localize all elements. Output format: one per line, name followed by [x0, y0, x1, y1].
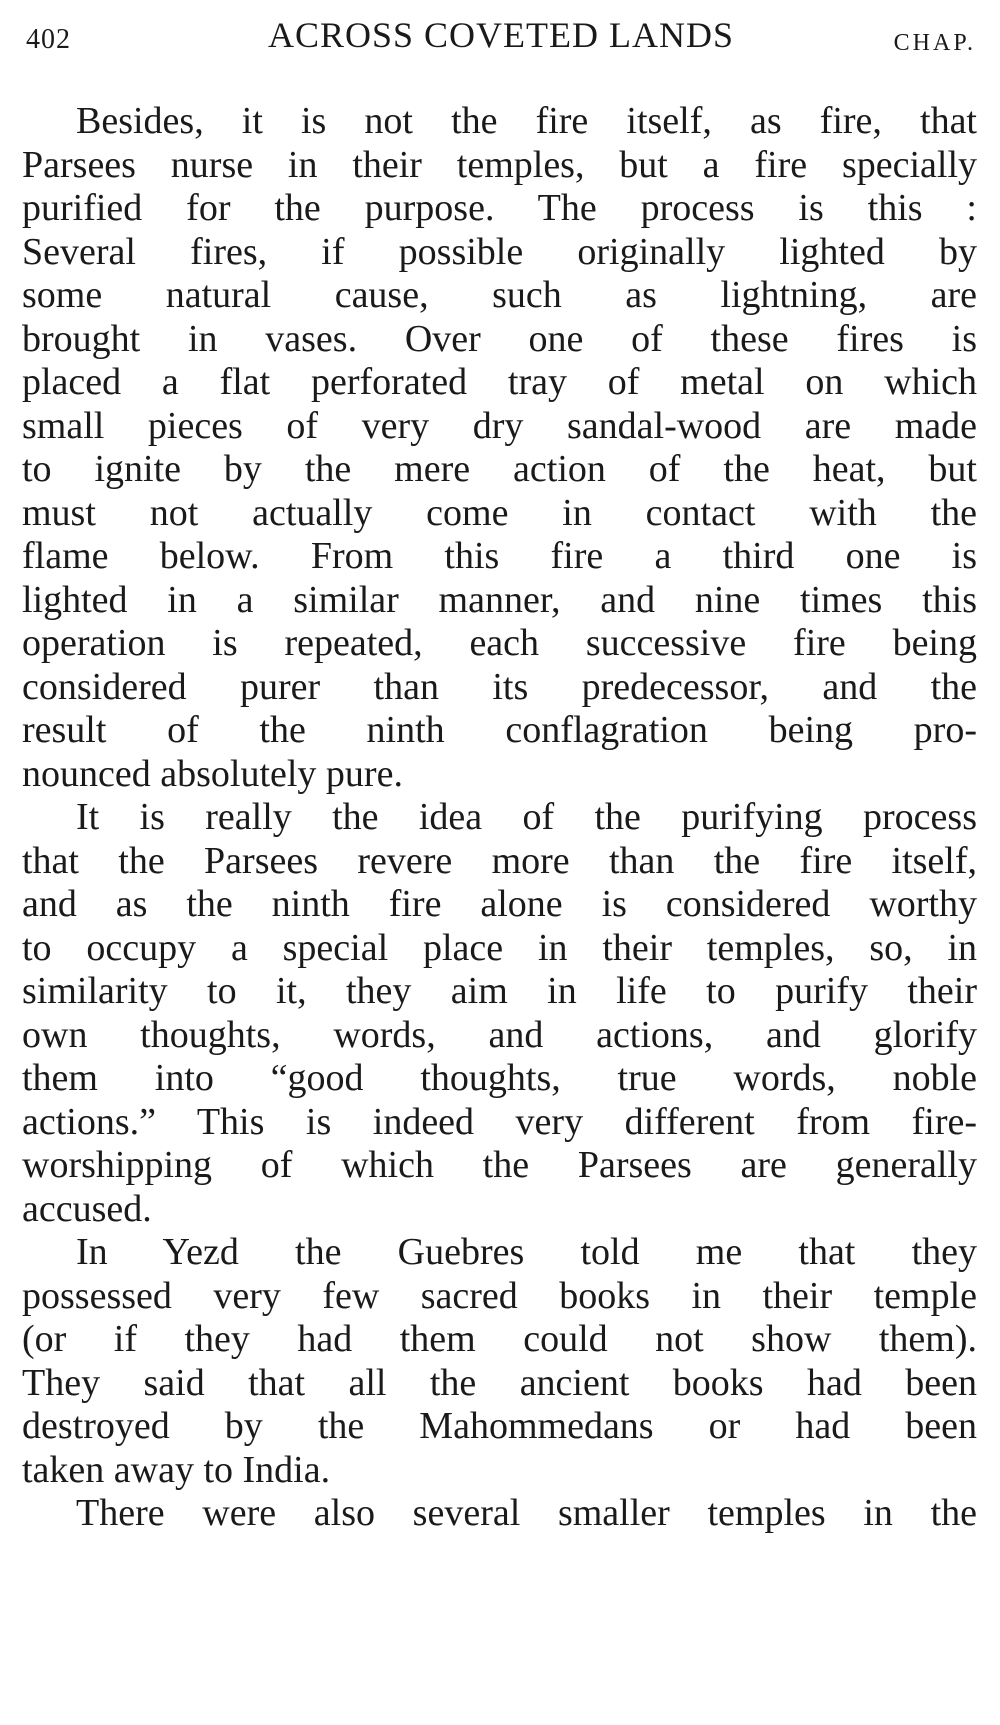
text-line: small pieces of very dry sandal-wood are made	[22, 404, 977, 447]
text-line: taken away to India.	[22, 1448, 331, 1491]
text-line: lighted in a similar manner, and nine times this	[22, 578, 977, 621]
text-line: They said that all the ancient books had been	[22, 1361, 977, 1404]
text-line: accused.	[22, 1187, 152, 1230]
text-line: some natural cause, such as lightning, are	[22, 274, 977, 316]
paragraph-sacred-books	[22, 1231, 977, 1492]
text-line: similarity to it, they aim in life to purify their	[22, 970, 977, 1012]
text-line: must not actually come in contact with the	[22, 491, 977, 534]
chapter-mark: CHAP.	[893, 30, 976, 56]
text-line: (or if they had them could not show them).	[22, 1318, 977, 1360]
text-line: that the Parsees revere more than the fire itself,	[22, 839, 977, 882]
text-line: In Yezd the Guebres told me that they	[76, 1231, 977, 1273]
text-line: own thoughts, words, and actions, and glorify	[22, 1013, 977, 1056]
paragraph-smaller-temples	[22, 1492, 977, 1536]
text-line: possessed very few sacred books in their temple	[22, 1274, 977, 1317]
paragraph-fire-purification	[22, 100, 977, 796]
text-line: purified for the purpose. The process is this :	[22, 187, 977, 229]
page-number: 402	[26, 24, 71, 55]
text-line: Parsees nurse in their temples, but a fire specially	[22, 143, 977, 186]
text-line: actions.” This is indeed very different from fire-	[22, 1100, 977, 1143]
text-line: worshipping of which the Parsees are generally	[22, 1144, 977, 1186]
running-head	[26, 14, 976, 60]
text-line: It is really the idea of the purifying process	[76, 796, 977, 838]
paragraph-purifying-idea	[22, 796, 977, 1231]
text-line: placed a flat perforated tray of metal on which	[22, 361, 977, 403]
text-line: to occupy a special place in their temples, so, in	[22, 926, 977, 969]
running-title: ACROSS COVETED LANDS	[267, 15, 735, 55]
text-line: brought in vases. Over one of these fires is	[22, 317, 977, 360]
text-line: considered purer than its predecessor, and the	[22, 665, 977, 708]
text-line: operation is repeated, each successive fire being	[22, 622, 977, 664]
text-line: Several fires, if possible originally lighted by	[22, 230, 977, 273]
text-line: flame below. From this fire a third one is	[22, 535, 977, 577]
body-text	[22, 100, 977, 1536]
text-line: nounced absolutely pure.	[22, 752, 403, 795]
text-line: and as the ninth fire alone is considered worthy	[22, 883, 977, 925]
text-line: result of the ninth conflagration being pro-	[22, 709, 977, 751]
text-line: to ignite by the mere action of the heat, but	[22, 448, 977, 490]
text-line: them into “good thoughts, true words, noble	[22, 1057, 977, 1099]
text-line: There were also several smaller temples in the	[76, 1492, 977, 1534]
text-line: Besides, it is not the fire itself, as fire, that	[76, 100, 977, 142]
text-line: destroyed by the Mahommedans or had been	[22, 1405, 977, 1447]
